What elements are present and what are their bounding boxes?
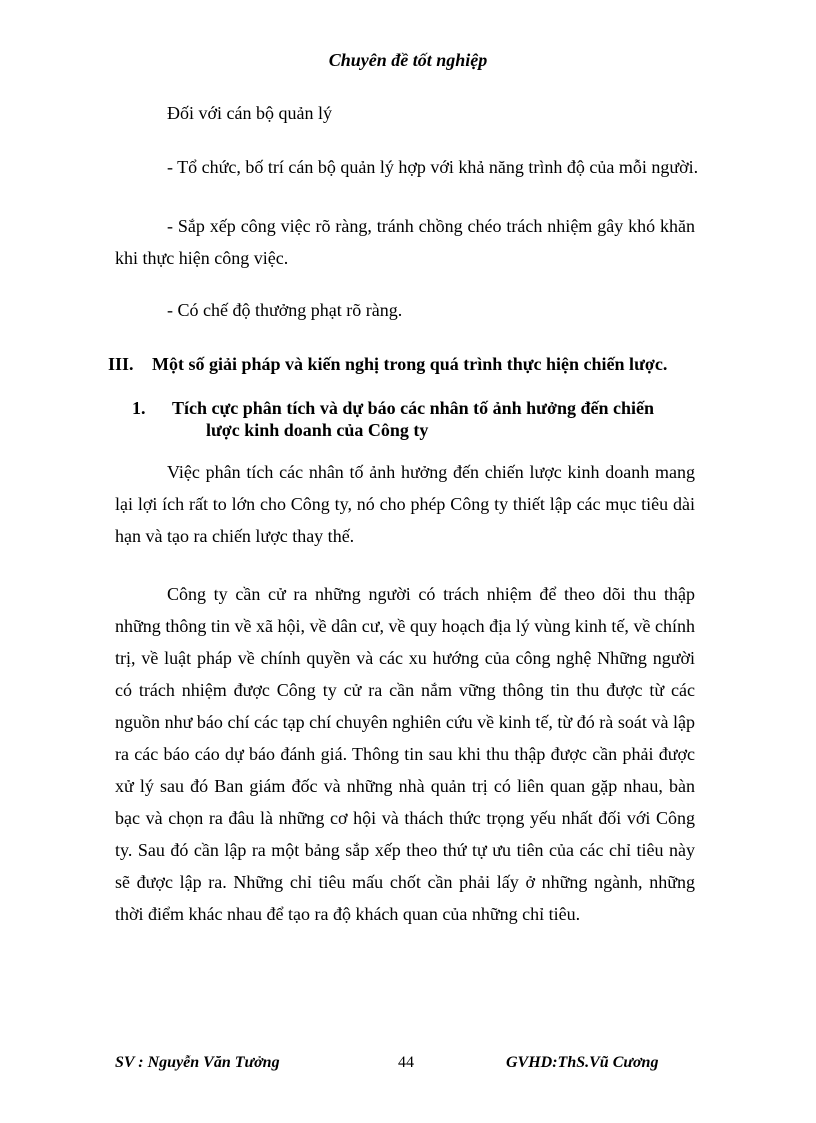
text-line-reward: - Có chế độ thưởng phạt rõ ràng.	[167, 300, 403, 320]
footer-student: SV : Nguyễn Văn Tưởng	[115, 1054, 280, 1071]
section-heading	[108, 354, 667, 375]
section-number: III.	[108, 354, 134, 374]
paragraph-analysis: Việc phân tích các nhân tố ảnh hưởng đến chiến lược kinh doanh mang lại lợi ích rất to lớn cho Công ty, nó cho phép Công ty thiết lập các mục tiêu dài hạn và tạo ra chiến lược thay thế.	[115, 462, 695, 546]
text-line-arrange: - Sắp xếp công việc rõ ràng, tránh chồng chéo trách nhiệm gây khó khăn khi thực hiện công việc.	[115, 216, 695, 268]
footer-advisor: GVHD:ThS.Vũ Cương	[506, 1054, 659, 1071]
footer-page-number: 44	[398, 1054, 414, 1071]
subsection-number: 1.	[132, 398, 146, 418]
subsection-title-line2: lược kinh doanh của Công ty	[206, 420, 429, 440]
text-line-organize: - Tổ chức, bố trí cán bộ quản lý hợp với khả năng trình độ của mỗi người.	[167, 157, 699, 177]
page-header-title: Chuyên đề tốt nghiệp	[328, 50, 488, 70]
paragraph-company: Công ty cần cử ra những người có trách nhiệm để theo dõi thu thập những thông tin về xã hội, về dân cư, về quy hoạch địa lý vùng kinh tế, về chính trị, về luật pháp về chính quyền và các xu hướng của công nghệ Những người có trách nhiệm được Công ty cử ra cần nắm vững thông tin thu được từ các nguồn như báo chí các tạp chí chuyên nghiên cứu về kinh tế, từ đó rà soát và lập ra các báo cáo dự báo đánh giá. Thông tin sau khi thu thập được cần phải được xử lý sau đó Ban giám đốc và những nhà quản trị có liên quan gặp nhau, bàn bạc và chọn ra đâu là những cơ hội và thách thức trọng yếu nhất đối với Công ty. Sau đó cần lập ra một bảng sắp xếp theo thứ tự ưu tiên của các chỉ tiêu này sẽ được lập ra. Những chỉ tiêu mấu chốt cần phải lấy ở những ngành, những thời điểm khác nhau để tạo ra độ khách quan của những chỉ tiêu.	[115, 584, 695, 924]
subsection-title-line1: Tích cực phân tích và dự báo các nhân tố ảnh hưởng đến chiến	[172, 398, 654, 418]
text-line-managers: Đối với cán bộ quản lý	[167, 103, 332, 123]
section-title: Một số giải pháp và kiến nghị trong quá trình thực hiện chiến lược.	[152, 354, 668, 374]
